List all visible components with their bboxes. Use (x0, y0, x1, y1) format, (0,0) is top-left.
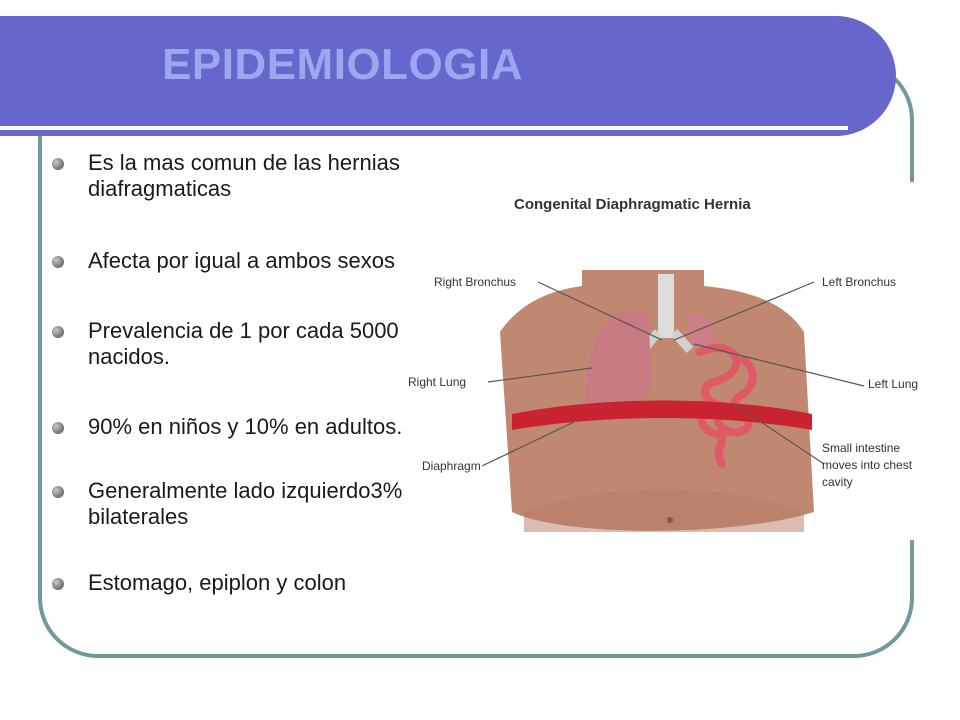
title-underline (0, 126, 848, 130)
bullet-item (52, 570, 482, 596)
bullet-text: Es la mas comun de las hernias diafragmaticas (88, 150, 400, 201)
bullet-text: Generalmente lado izquierdo3% bilaterales (88, 478, 403, 529)
bullet-dot-icon (52, 486, 64, 498)
label-small-intestine-3: cavity (822, 475, 853, 489)
label-right-lung: Right Lung (408, 375, 467, 389)
bullet-text: Estomago, epiplon y colon (88, 570, 347, 595)
bullet-text: 90% en niños y 10% en adultos. (88, 414, 403, 439)
anatomy-figure (404, 182, 918, 540)
navel-shape (667, 517, 673, 523)
label-diaphragm: Diaphragm (422, 459, 481, 473)
bullet-text: Prevalencia de 1 por cada 5000 nacidos. (88, 318, 399, 369)
bullet-dot-icon (52, 422, 64, 434)
label-left-bronchus: Left Bronchus (822, 275, 897, 289)
bullet-dot-icon (52, 326, 64, 338)
label-small-intestine-1: Small intestine (822, 441, 901, 455)
trachea-shape (658, 274, 674, 338)
label-right-bronchus: Right Bronchus (434, 275, 517, 289)
label-small-intestine-2: moves into chest (822, 458, 913, 472)
bullet-dot-icon (52, 256, 64, 268)
bullet-dot-icon (52, 578, 64, 590)
bullet-text: Afecta por igual a ambos sexos (88, 248, 395, 273)
slide-title: EPIDEMIOLOGIA (162, 40, 523, 89)
anatomy-illustration (404, 182, 918, 540)
label-left-lung: Left Lung (868, 377, 918, 391)
figure-title: Congenital Diaphragmatic Hernia (514, 196, 751, 213)
bullet-dot-icon (52, 158, 64, 170)
